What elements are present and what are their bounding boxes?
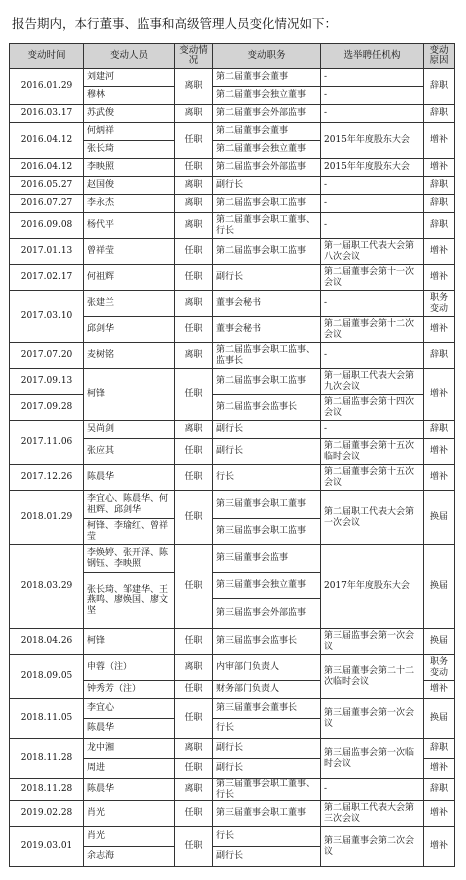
table-cell: 增补 <box>424 827 455 867</box>
table-cell: 第二届董事会独立董事 <box>213 141 321 159</box>
table-cell: 苏武俊 <box>84 105 175 123</box>
table-cell: 职务变动 <box>424 655 455 681</box>
table-cell: 2017.03.10 <box>10 291 84 343</box>
table-cell: 离职 <box>175 105 213 123</box>
table-cell: 任职 <box>175 265 213 291</box>
table-cell: 第三届监事会外部监事 <box>213 599 321 629</box>
table-cell: 辞职 <box>424 105 455 123</box>
table-cell: 换届 <box>424 545 455 629</box>
table-cell: 刘建河 <box>84 69 175 87</box>
table-cell: 辞职 <box>424 343 455 369</box>
table-cell: 换届 <box>424 491 455 545</box>
table-cell: 副行长 <box>213 759 321 779</box>
table-cell: 辞职 <box>424 779 455 801</box>
table-cell: 增补 <box>424 759 455 779</box>
table-row <box>10 545 455 573</box>
table-cell: 第三届监事会第一次会议 <box>321 629 424 655</box>
table-cell: 第二届董事会第十二次会议 <box>321 317 424 343</box>
table-cell: 任职 <box>175 629 213 655</box>
table-cell: 周进 <box>84 759 175 779</box>
table-cell: 李宜心 <box>84 699 175 719</box>
table-row <box>10 801 455 827</box>
table-cell: 增补 <box>424 123 455 159</box>
table-cell: 肖光 <box>84 801 175 827</box>
table-cell: 内审部门负责人 <box>213 655 321 681</box>
table-cell: 陈晨华 <box>84 779 175 801</box>
table-cell: 增补 <box>424 239 455 265</box>
table-cell: 2018.04.26 <box>10 629 84 655</box>
table-cell: 任职 <box>175 239 213 265</box>
table-cell: 职务变动 <box>424 291 455 317</box>
table-cell: - <box>321 291 424 317</box>
table-cell: 2018.11.28 <box>10 779 84 801</box>
table-cell: 辞职 <box>424 213 455 239</box>
header-change-type: 变动情况 <box>175 44 213 69</box>
table-cell: 2017.09.28 <box>10 395 84 421</box>
table-row <box>10 291 455 317</box>
table-cell: 2019.02.28 <box>10 801 84 827</box>
table-cell: 第一届职工代表大会第八次会议 <box>321 239 424 265</box>
table-cell: 任职 <box>175 699 213 739</box>
table-cell: 李映照 <box>84 159 175 177</box>
table-cell: 董事会秘书 <box>213 291 321 317</box>
table-cell: 离职 <box>175 69 213 105</box>
table-row <box>10 195 455 213</box>
table-cell: 第三届监事会监事长 <box>213 629 321 655</box>
table-cell: 第二届监事会第十四次会议 <box>321 395 424 421</box>
table-cell: 离职 <box>175 213 213 239</box>
table-cell: 2017.07.20 <box>10 343 84 369</box>
table-cell: 任职 <box>175 681 213 699</box>
table-cell: 离职 <box>175 655 213 681</box>
table-cell: 2016.01.29 <box>10 69 84 105</box>
table-cell: 第三届董事会第二次会议 <box>321 827 424 867</box>
table-cell: 第二届职工代表大会第三次会议 <box>321 801 424 827</box>
table-row <box>10 177 455 195</box>
table-row <box>10 739 455 759</box>
table-row <box>10 629 455 655</box>
table-row <box>10 465 455 491</box>
table-cell: 第二届董事会董事 <box>213 69 321 87</box>
table-cell: 任职 <box>175 827 213 867</box>
table-cell: 辞职 <box>424 739 455 759</box>
table-cell: 副行长 <box>213 847 321 867</box>
table-cell: - <box>321 195 424 213</box>
table-cell: 2017.02.17 <box>10 265 84 291</box>
table-cell: 行长 <box>213 719 321 739</box>
table-cell: 增补 <box>424 681 455 699</box>
table-row <box>10 123 455 141</box>
table-cell: 第三届董事会监事 <box>213 545 321 573</box>
table-cell: 2017.12.26 <box>10 465 84 491</box>
table-cell: 第三届董事会第二十二次临时会议 <box>321 655 424 699</box>
personnel-change-table <box>9 43 455 867</box>
table-cell: 增补 <box>424 265 455 291</box>
table-cell: 赵国俊 <box>84 177 175 195</box>
table-cell: 李宜心、陈晨华、何祖辉、邱剑华 <box>84 491 175 519</box>
table-cell: 辞职 <box>424 195 455 213</box>
table-cell: 任职 <box>175 491 213 545</box>
table-cell: 柯锋、李瑜红、曾祥莹 <box>84 519 175 545</box>
table-cell: 龙中湘 <box>84 739 175 759</box>
table-cell: 穆林 <box>84 87 175 105</box>
table-row <box>10 343 455 369</box>
table-cell: 第二届监事会职工监事、监事长 <box>213 343 321 369</box>
table-cell: 离职 <box>175 195 213 213</box>
table-cell: 增补 <box>424 317 455 343</box>
table-cell: 陈晨华 <box>84 719 175 739</box>
header-change-time: 变动时间 <box>10 44 84 69</box>
table-row <box>10 779 455 801</box>
table-cell: 任职 <box>175 801 213 827</box>
table-cell: 第二届监事会职工监事 <box>213 195 321 213</box>
table-cell: 副行长 <box>213 421 321 439</box>
table-cell: 何祖辉 <box>84 265 175 291</box>
table-cell: 2017.11.06 <box>10 421 84 465</box>
table-cell: 2016.07.27 <box>10 195 84 213</box>
table-cell: 任职 <box>175 759 213 779</box>
table-cell: 任职 <box>175 465 213 491</box>
table-cell: 行长 <box>213 827 321 847</box>
table-cell: 柯锋 <box>84 369 175 421</box>
table-cell: 2015年年度股东大会 <box>321 123 424 159</box>
table-cell: 肖光 <box>84 827 175 847</box>
table-cell: 余志海 <box>84 847 175 867</box>
table-row <box>10 491 455 519</box>
table-body <box>10 69 455 867</box>
table-cell: 张建兰 <box>84 291 175 317</box>
table-cell: 离职 <box>175 291 213 317</box>
table-cell: 任职 <box>175 545 213 629</box>
table-cell: - <box>321 213 424 239</box>
table-cell: 第一届职工代表大会第九次会议 <box>321 369 424 395</box>
table-cell: 张长琦、邹建华、王燕鸣、廖焕国、廖文坚 <box>84 573 175 629</box>
table-cell: 2017.01.13 <box>10 239 84 265</box>
table-cell: 任职 <box>175 159 213 177</box>
table-cell: 2018.03.29 <box>10 545 84 629</box>
table-cell: 财务部门负责人 <box>213 681 321 699</box>
table-row <box>10 395 455 421</box>
table-cell: 2016.04.12 <box>10 159 84 177</box>
table-cell: 离职 <box>175 177 213 195</box>
table-cell: 副行长 <box>213 265 321 291</box>
table-cell: 第二届董事会外部监事 <box>213 105 321 123</box>
table-cell: 何炳祥 <box>84 123 175 141</box>
table-cell: 2018.11.05 <box>10 699 84 739</box>
table-cell: 第二届董事会第十五次临时会议 <box>321 439 424 465</box>
table-cell: 第三届董事会职工董事、行长 <box>213 779 321 801</box>
table-cell: 离职 <box>175 779 213 801</box>
table-cell: - <box>321 421 424 439</box>
table-cell: 邱剑华 <box>84 317 175 343</box>
table-cell: 第二届监事会职工监事 <box>213 239 321 265</box>
table-cell: 辞职 <box>424 69 455 105</box>
table-cell: 任职 <box>175 439 213 465</box>
table-cell: 2016.04.12 <box>10 123 84 159</box>
table-row <box>10 369 455 395</box>
table-cell: 陈晨华 <box>84 465 175 491</box>
table-cell: 杨代平 <box>84 213 175 239</box>
table-cell: 麦树铭 <box>84 343 175 369</box>
table-cell: 张应其 <box>84 439 175 465</box>
table-cell: 增补 <box>424 369 455 421</box>
table-cell: 2019.03.01 <box>10 827 84 867</box>
table-cell: 第二届董事会第十五次会议 <box>321 465 424 491</box>
header-changed-position: 变动职务 <box>213 44 321 69</box>
table-cell: 张长琦 <box>84 141 175 159</box>
table-cell: 任职 <box>175 317 213 343</box>
table-cell: 第三届监事会第一次临时会议 <box>321 739 424 779</box>
table-cell: 副行长 <box>213 439 321 465</box>
table-cell: 离职 <box>175 421 213 439</box>
table-row <box>10 69 455 87</box>
table-row <box>10 699 455 719</box>
table-row <box>10 239 455 265</box>
table-row <box>10 655 455 681</box>
table-cell: 第三届董事会董事长 <box>213 699 321 719</box>
table-cell: 曾祥莹 <box>84 239 175 265</box>
table-cell: 2016.09.08 <box>10 213 84 239</box>
table-cell: 换届 <box>424 699 455 739</box>
table-cell: 换届 <box>424 629 455 655</box>
table-cell: 钟秀芳（注） <box>84 681 175 699</box>
table-cell: - <box>321 779 424 801</box>
table-cell: - <box>321 87 424 105</box>
table-cell: 副行长 <box>213 739 321 759</box>
table-cell: 第二届监事会监事长 <box>213 395 321 421</box>
table-row <box>10 265 455 291</box>
table-cell: 2018.11.28 <box>10 739 84 779</box>
table-cell: 第三届董事会职工董事 <box>213 801 321 827</box>
table-cell: 第二届监事会外部监事 <box>213 159 321 177</box>
table-cell: 第二届职工代表大会第一次会议 <box>321 491 424 545</box>
intro-text: 报告期内，本行董事、监事和高级管理人员变化情况如下： <box>12 16 338 31</box>
table-cell: 2017.09.13 <box>10 369 84 395</box>
table-cell: 董事会秘书 <box>213 317 321 343</box>
table-cell: 李焕婷、张开泽、陈钢钰、李映照 <box>84 545 175 573</box>
table-cell: 申蓉（注） <box>84 655 175 681</box>
table-cell: 第三届监事会职工监事 <box>213 519 321 545</box>
table-cell: 第二届董事会董事 <box>213 123 321 141</box>
table-cell: 行长 <box>213 465 321 491</box>
header-appointing-body: 选举聘任机构 <box>321 44 424 69</box>
table-cell: 第二届监事会职工监事 <box>213 369 321 395</box>
table-cell: 吴尚剑 <box>84 421 175 439</box>
table-cell: 第二届董事会职工董事、行长 <box>213 213 321 239</box>
table-cell: 离职 <box>175 739 213 759</box>
table-cell: 任职 <box>175 123 213 159</box>
table-row <box>10 827 455 847</box>
table-cell: 辞职 <box>424 421 455 439</box>
table-cell: 第二届董事会第十一次会议 <box>321 265 424 291</box>
table-cell: 任职 <box>175 369 213 421</box>
table-cell: 第二届董事会独立董事 <box>213 87 321 105</box>
table-cell: 2017年年度股东大会 <box>321 545 424 629</box>
table-cell: 离职 <box>175 343 213 369</box>
table-cell: 第三届董事会第一次会议 <box>321 699 424 739</box>
table-cell: 李永杰 <box>84 195 175 213</box>
table-cell: 辞职 <box>424 177 455 195</box>
table-cell: 增补 <box>424 465 455 491</box>
table-row <box>10 421 455 439</box>
table-cell: - <box>321 69 424 87</box>
table-cell: 2018.09.05 <box>10 655 84 699</box>
header-change-reason: 变动原因 <box>424 44 455 69</box>
table-cell: 柯锋 <box>84 629 175 655</box>
table-cell: 2018.01.29 <box>10 491 84 545</box>
table-cell: 第三届董事会独立董事 <box>213 573 321 599</box>
table-cell: 增补 <box>424 159 455 177</box>
table-header-row <box>10 44 455 69</box>
table-cell: 副行长 <box>213 177 321 195</box>
table-cell: 2015年年度股东大会 <box>321 159 424 177</box>
table-cell: 第三届董事会职工董事 <box>213 491 321 519</box>
table-cell: 2016.03.17 <box>10 105 84 123</box>
table-cell: 2016.05.27 <box>10 177 84 195</box>
table-cell: - <box>321 177 424 195</box>
table-cell: 增补 <box>424 801 455 827</box>
table-cell: 增补 <box>424 439 455 465</box>
table-row <box>10 213 455 239</box>
table-row <box>10 105 455 123</box>
table-row <box>10 159 455 177</box>
header-changed-person: 变动人员 <box>84 44 175 69</box>
table-cell: - <box>321 105 424 123</box>
table-cell: - <box>321 343 424 369</box>
